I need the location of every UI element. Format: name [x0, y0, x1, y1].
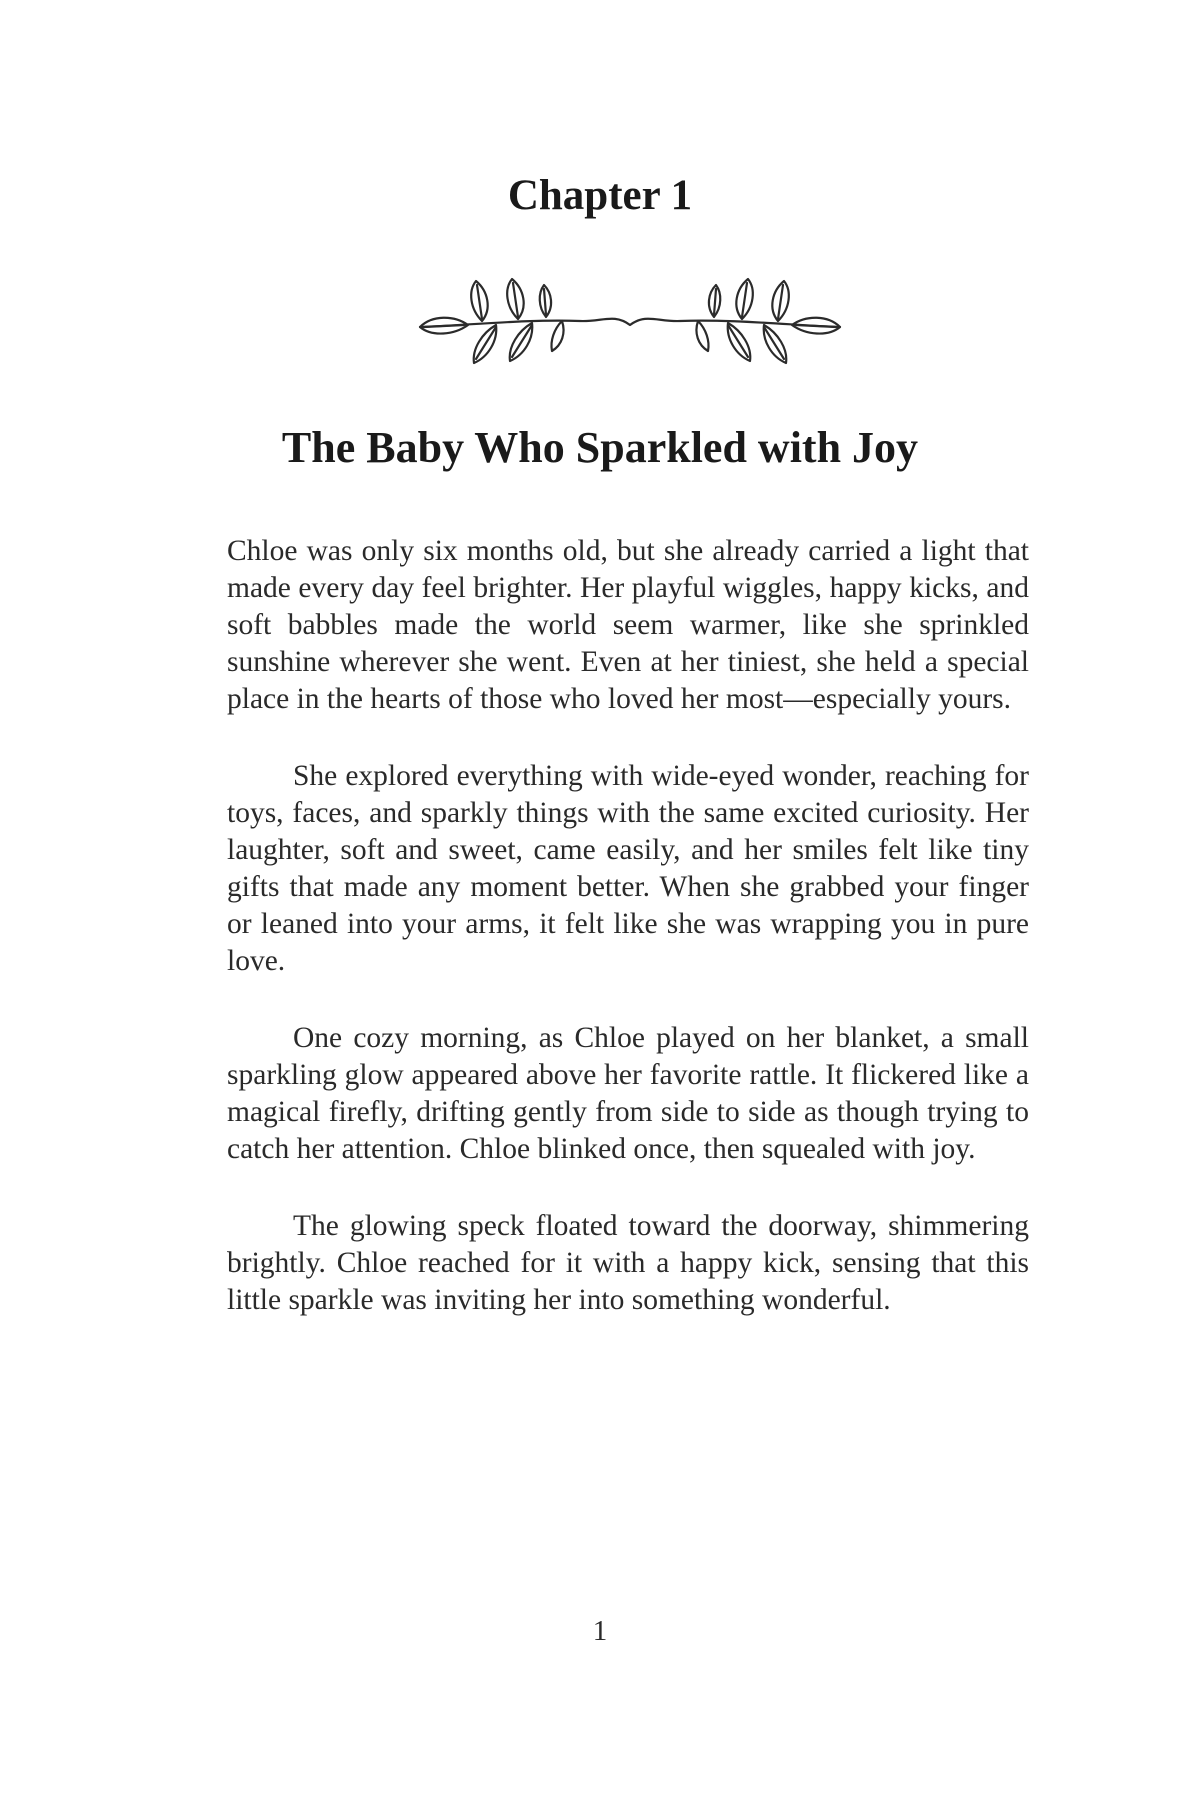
paragraph-2: She explored everything with wide-eyed wonder, reaching for toys, faces, and sparkly things with the same excited curiosity. Her laughter, soft and sweet, came easily, and her smiles felt like tiny gifts that made any moment better. When she grabbed your finger or leaned into your arms, it felt like she was wrapping you in pure love.: [227, 760, 1029, 977]
chapter-title: The Baby Who Sparkled with Joy: [281, 423, 919, 472]
page-number: 1: [592, 1615, 608, 1647]
paragraph-1: Chloe was only six months old, but she already carried a light that made every day feel brighter. Her playful wiggles, happy kicks, and soft babbles made the world seem warmer, like she sprinkled sunshine wherever she went. Even at her tiniest, she held a special place in the hearts of those who loved her most—especially yours.: [227, 535, 1029, 715]
paragraph-3: One cozy morning, as Chloe played on her blanket, a small sparkling glow appeared above her favorite rattle. It flickered like a magical firefly, drifting gently from side to side as though trying to catch her attention. Chloe blinked once, then squealed with joy.: [227, 1022, 1029, 1165]
chapter-heading: Chapter 1: [507, 172, 693, 219]
chapter-body: [227, 533, 1029, 1359]
paragraph-4: The glowing speck floated toward the doorway, shimmering brightly. Chloe reached for it with a happy kick, sensing that this little sparkle was inviting her into something wonderful.: [227, 1210, 1029, 1316]
leafy-vine-divider-icon: [410, 275, 850, 375]
